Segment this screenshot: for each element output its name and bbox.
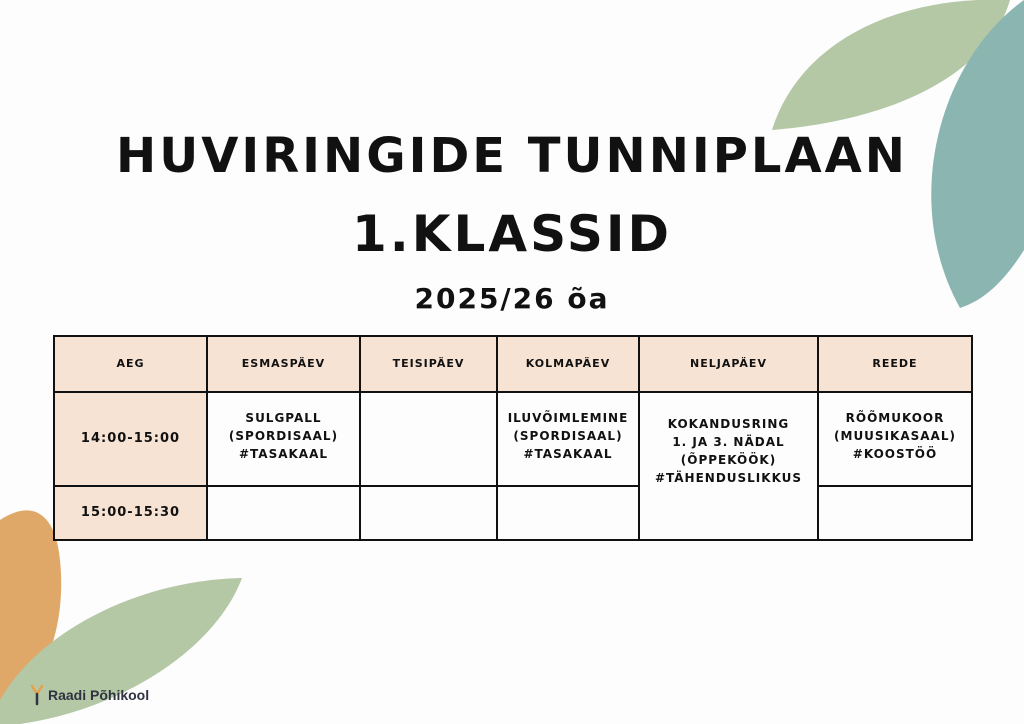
wednesday-slot-1 (497, 392, 639, 486)
tuesday-slot-1 (360, 392, 497, 486)
monday-slot-2 (207, 486, 360, 540)
tuesday-slot-2 (360, 486, 497, 540)
page-subtitle: 1.KLASSID (352, 205, 672, 263)
friday-slot-2 (818, 486, 972, 540)
schedule-table (53, 335, 973, 541)
wednesday-slot-2 (497, 486, 639, 540)
time-slot-2: 15:00-15:30 (54, 486, 207, 540)
table-row (54, 392, 972, 486)
page-title: HUVIRINGIDE TUNNIPLAAN (116, 128, 908, 184)
header-thursday: NELJAPÄEV (639, 336, 818, 392)
table-row (54, 486, 972, 540)
school-year: 2025/26 õa (414, 282, 610, 315)
logo-text: Raadi Põhikool (48, 687, 150, 703)
activity-text: RÕÕMUKOOR (MUUSIKASAAL) #KOOSTÖÖ (834, 411, 956, 461)
header-time: AEG (54, 336, 207, 392)
header-tuesday: TEISIPÄEV (360, 336, 497, 392)
thursday-slot (639, 392, 818, 540)
monday-slot-1 (207, 392, 360, 486)
activity-text: KOKANDUSRING 1. JA 3. NÄDAL (ÕPPEKÖÖK) #TÄHENDUSLIKKUS (654, 417, 803, 485)
activity-text: ILUVÕIMLEMINE (SPORDISAAL) #TASAKAAL (507, 411, 629, 461)
friday-slot-1 (818, 392, 972, 486)
header-wednesday: KOLMAPÄEV (497, 336, 639, 392)
activity-text: SULGPALL (SPORDISAAL) #TASAKAAL (228, 411, 339, 461)
logo-mark-icon (30, 684, 44, 706)
time-slot-1: 14:00-15:00 (54, 392, 207, 486)
header-row (54, 336, 972, 392)
header-monday: ESMASPÄEV (207, 336, 360, 392)
school-logo (30, 684, 149, 706)
header-friday: REEDE (818, 336, 972, 392)
